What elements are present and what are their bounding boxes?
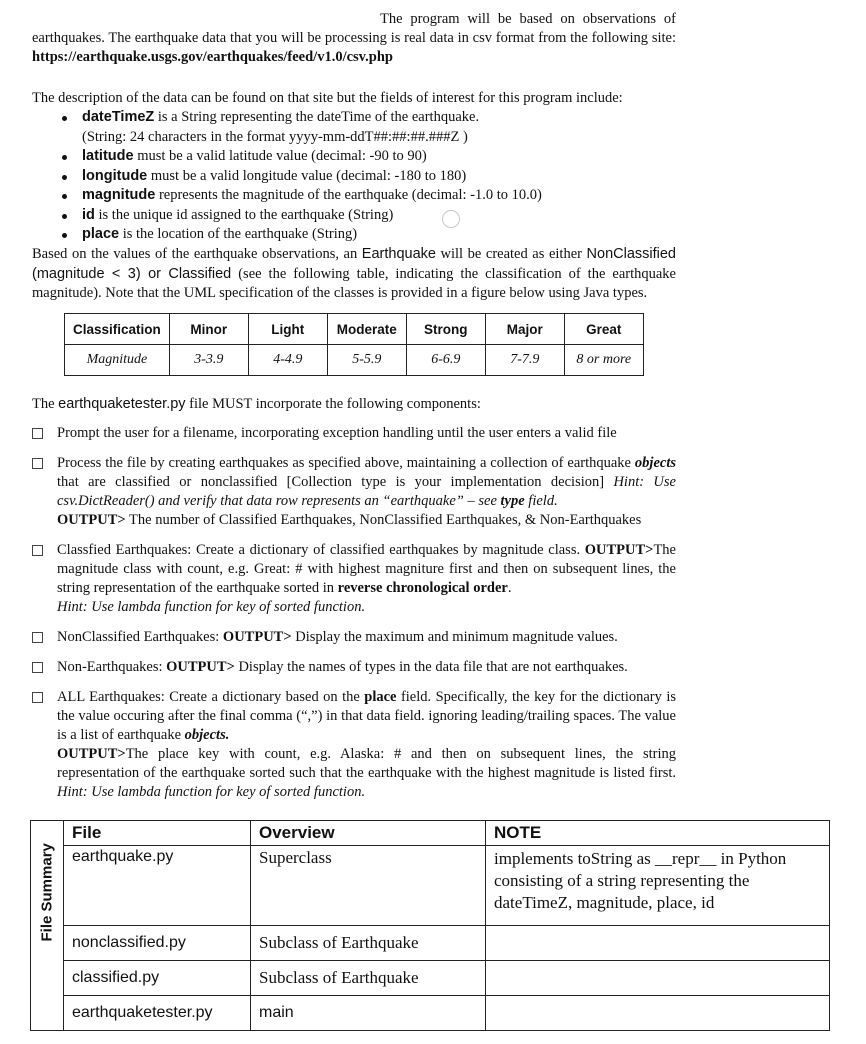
table-cell [486, 961, 830, 996]
table-cell: Overview [251, 821, 486, 846]
hint-text: Hint: Use lambda function for key of sorted function. [57, 599, 366, 615]
output-label: OUTPUT> [222, 629, 292, 645]
task-item [32, 424, 676, 443]
output-label: OUTPUT> [584, 542, 654, 558]
text-span: objects. [184, 727, 230, 743]
data-source-url[interactable]: https://earthquake.usgs.gov/earthquakes/feed/v1.0/csv.php [32, 49, 393, 65]
requirements-heading [32, 395, 676, 414]
task-item [32, 688, 676, 802]
task-text [57, 541, 676, 617]
field-name: magnitude [82, 187, 156, 203]
table-cell: Major [485, 314, 564, 345]
field-item [60, 167, 676, 187]
table-cell [486, 996, 830, 1031]
text-span: Classfied Earthquakes: Create a dictionary of classified earthquakes by magnitude class. [57, 542, 585, 558]
table-cell: 3-3.9 [169, 345, 248, 376]
table-cell: Strong [406, 314, 485, 345]
text-span: NonClassified Earthquakes: [57, 629, 223, 645]
field-name: dateTimeZ [82, 109, 155, 125]
classification-paragraph [32, 245, 676, 304]
field-description [32, 89, 676, 245]
text-span: Based on the values of the earthquake observations, an [32, 246, 362, 262]
task-item [32, 628, 676, 647]
field-item [60, 186, 676, 206]
field-name: longitude [82, 167, 148, 184]
side-label-cell [31, 821, 64, 1031]
table-cell: Classification [65, 314, 170, 345]
text-span: The [32, 396, 59, 412]
table-cell: Superclass [251, 846, 486, 926]
text-span: Display the names of types in the data file that are not earthquakes. [234, 659, 628, 675]
task-text [57, 658, 676, 677]
table-cell: File [64, 821, 251, 846]
class-name: Earthquake [361, 246, 436, 262]
hint-text: Hint: Use lambda function for key of sorted function. [57, 784, 366, 800]
task-text [57, 454, 676, 530]
table-row [31, 926, 830, 961]
side-label: File Summary [38, 843, 56, 942]
table-header-row [65, 314, 644, 345]
text-span: Non-Earthquakes: [57, 659, 167, 675]
table-cell: Magnitude [65, 345, 170, 376]
checkbox-icon[interactable] [32, 545, 43, 556]
task-item [32, 541, 676, 617]
text-span: place [364, 689, 397, 705]
table-cell: earthquaketester.py [64, 996, 251, 1031]
classification-table [64, 313, 644, 376]
table-cell: classified.py [64, 961, 251, 996]
task-text [57, 688, 676, 802]
task-text [57, 628, 676, 647]
table-row [31, 961, 830, 996]
field-item [60, 108, 676, 147]
checkbox-icon[interactable] [32, 428, 43, 439]
table-cell: 6-6.9 [406, 345, 485, 376]
intro-lead: The program will be based on observations of earthquakes. The earthquake data that you will be processing is real data in csv format from the following site: [32, 11, 676, 46]
text-span: field. Specifically, the key for the dictionary is the value occuring after the final comma (“,”) in that data field. ignoring leading/trailing spaces. The value is a list of earthquake [57, 689, 676, 743]
table-row [65, 345, 644, 376]
field-item [60, 147, 676, 167]
text-span: Process the file by creating earthquakes as specified above, maintaining a collection of earthquake [57, 455, 635, 471]
field-text: must be a valid latitude value (decimal: -90 to 90) [133, 148, 427, 164]
table-cell: 8 or more [564, 345, 643, 376]
output-label: OUTPUT> [57, 746, 126, 762]
task-item [32, 658, 676, 677]
checkbox-icon[interactable] [32, 458, 43, 469]
text-span: (see the following table, indicating the classification of the earthquake magnitude). Note that the UML specification of the classes is provided in a figure below using Java types. [32, 265, 676, 301]
table-cell: Subclass of Earthquake [251, 926, 486, 961]
text-span: that are classified or nonclassified [Collection type is your implementation decision] [57, 474, 614, 490]
table-row [31, 996, 830, 1031]
table-cell: implements toString as __repr__ in Python consisting of a string representing the dateTimeZ, magnitude, place, id [486, 846, 830, 926]
text-span: will be created as either [435, 246, 587, 262]
field-item [60, 206, 676, 226]
table-row [31, 846, 830, 926]
hint-text: field. [524, 493, 558, 509]
text-span: . [507, 580, 512, 596]
field-name: latitude [82, 148, 134, 164]
hint-text: Hint: Use csv.DictReader() and verify that data row represents an “earthquake” – see [57, 474, 676, 509]
intro-paragraph [32, 10, 676, 67]
table-cell: 7-7.9 [485, 345, 564, 376]
file-summary-table [30, 820, 830, 1031]
field-item [60, 225, 676, 245]
task-item [32, 454, 676, 530]
checkbox-icon[interactable] [32, 692, 43, 703]
table-cell: nonclassified.py [64, 926, 251, 961]
field-list [32, 108, 676, 245]
text-span: ALL Earthquakes: Create a dictionary based on the [57, 689, 365, 705]
table-cell: Subclass of Earthquake [251, 961, 486, 996]
table-cell: main [251, 996, 486, 1031]
checkbox-icon[interactable] [32, 632, 43, 643]
field-text: is a String representing the dateTime of the earthquake. [154, 109, 480, 125]
table-cell [486, 926, 830, 961]
table-header-row [31, 821, 830, 846]
text-span: The number of Classified Earthquakes, NonClassified Earthquakes, & Non-Earthquakes [125, 512, 642, 528]
table-cell: Minor [169, 314, 248, 345]
field-text: must be a valid longitude value (decimal: -180 to 180) [147, 167, 467, 184]
text-span: Display the maximum and minimum magnitude values. [291, 629, 618, 645]
description-intro: The description of the data can be found on that site but the fields of interest for this program include: [32, 90, 623, 106]
task-list [32, 424, 676, 813]
text-span: The place key with count, e.g. Alaska: # and then on subsequent lines, the string representation of the earthquake sorted such that the earthquake with the highest magnitude is listed first. [57, 746, 676, 781]
output-label: OUTPUT> [57, 512, 126, 528]
text-span: reverse chronological order [337, 580, 508, 596]
table-cell: Moderate [327, 314, 406, 345]
table-cell: earthquake.py [64, 846, 251, 926]
file-name: earthquaketester.py [58, 396, 186, 412]
text-span: The magnitude class with count, e.g. Great: # with highest magniture first and then on subsequent lines, the string representation of the earthquake sorted in [57, 542, 676, 596]
field-extra: (String: 24 characters in the format yyyy-mm-ddT##:##:##.###Z ) [82, 128, 468, 145]
field-text: represents the magnitude of the earthquake (decimal: -1.0 to 10.0) [155, 187, 542, 203]
class-name: Classified [168, 265, 232, 282]
field-name: place [82, 226, 120, 242]
text-span: file MUST incorporate the following components: [185, 396, 481, 412]
hint-text: type [500, 493, 525, 509]
class-name: NonClassified [586, 246, 676, 262]
text-span: objects [634, 455, 676, 471]
checkbox-icon[interactable] [32, 662, 43, 673]
table-cell: 4-4.9 [248, 345, 327, 376]
field-name: id [82, 206, 95, 223]
text-span: Prompt the user for a filename, incorporating exception handling until the user enters a valid file [57, 425, 617, 441]
table-cell: Great [564, 314, 643, 345]
output-label: OUTPUT> [166, 659, 235, 675]
circle-icon [442, 210, 460, 228]
table-cell: 5-5.9 [327, 345, 406, 376]
task-text [57, 424, 676, 443]
field-text: is the unique id assigned to the earthquake (String) [94, 206, 394, 223]
field-text: is the location of the earthquake (String) [119, 226, 358, 242]
text-span: (magnitude < 3) or [32, 265, 169, 282]
table-cell: NOTE [486, 821, 830, 846]
table-cell: Light [248, 314, 327, 345]
